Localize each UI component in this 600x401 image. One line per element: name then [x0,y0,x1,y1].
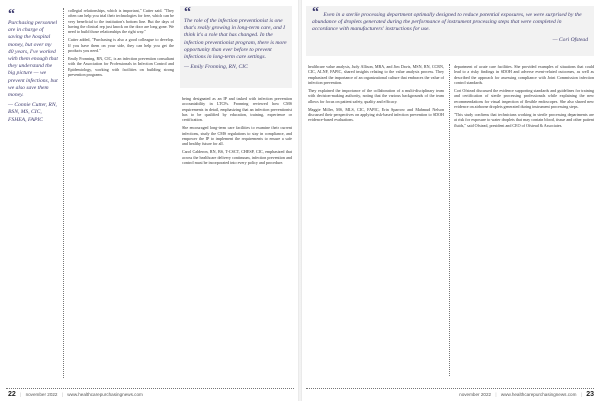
page-number: 22 [8,391,16,398]
quote-mark-icon: “ [184,5,191,20]
paragraph: collegial relationships, which is important," Cutter said. "They often can help you trial their technologies for free, which can be very beneficial to the institution's bottom line. But the days of having the clinical rep just knock on the door are long gone. We need to build those relationships the right way." [68,8,174,34]
top-quote-text: The role of the infection preventionist is one that's really growing in long-term care, and I think it's a role that has changed. In the infection preventionist program, there is more opportunity than ever before to prevent infections in long-term care settings. [184,18,287,61]
paragraph: healthcare value analysis, Judy Allison, MBA, and Jim Davis, MSN, RN, CCRN, CIC, ALNF, FAPIC, shared insights relating to the value analysis process. They emphasized the importance of an organizational culture that embraces the value of infection prevention. [308,64,444,85]
paragraph: department of acute care facilities. She provided examples of situations that could lead to a risky findings in SDOH and adverse event-related outcomes, as well as described the approach for assessing compliance with Joint Commission infection control standards. [454,64,594,85]
left-column-1 [68,8,174,374]
left-column-2 [182,96,292,374]
quote-mark-icon: “ [312,5,319,20]
right-column-2 [454,64,594,374]
top-quote-text: Even in a sterile processing department optimally designed to reduce potential exposures, we were surprised by the abundance of droplets generated during the performance of instrument processing steps that were completed in accordance with manufacturers' instructions for use. [312,12,582,33]
right-footer: november 2022 | www.healthcarepurchasingnews.com | 23 [459,391,594,398]
footer-date: november 2022 [25,392,58,397]
quote-mark-icon: “ [8,7,15,22]
footer-rule [306,388,594,389]
right-page [302,0,600,401]
footer-url: www.healthcarepurchasingnews.com [67,392,143,397]
footer-url: www.healthcarepurchasingnews.com [500,392,577,397]
left-page [0,0,298,401]
paragraph: "This study confirms that technicians working in sterile processing departments are at risk for exposure to water droplets that may contain blood, tissue and other patient fluids," said Ofstead, president and CEO of Ofstead & Associates. [454,112,594,128]
left-footer: 22 | november 2022 | www.healthcarepurchasingnews.com [8,391,143,398]
paragraph: being designated as an IP and tasked with infection prevention accountability in LTCFs. Fronning reviewed how CMS requirements in detail, emphasizing that an infection preventionist has to be qualified by education, training, experience or certification. [182,96,292,122]
page-number: 23 [586,391,594,398]
top-pull-quote [184,5,288,71]
sidebar-quote-attribution: — Connie Cutter, RN, BSN, MS, CIC, FSHEA, FAPIC [8,102,57,123]
top-quote-attribution: — Emily Fronning, RN, CIC [184,64,248,71]
paragraph: She encouraged long-term care facilities to examine their current infections, study the CMS regulations to stay in compliance, and empower the IP to implement the requirements to ensure a safe and healthy future for all. [182,125,292,146]
column-divider [63,8,64,378]
paragraph: Cori Ofstead discussed the evidence supporting standards and guidelines for training and certification of sterile processing professionals while explaining the new recommendations for visual inspection of flexible endoscopes. She also shared new evidence on airborne droplets generated during instrument processing steps. [454,88,594,109]
sidebar-quote-text: Purchasing personnel are in charge of saving the hospital money, but over my 40 years, I've worked with them enough that they understand the big picture — we prevent infections, but we also save them money. [8,20,58,99]
column-divider [449,64,450,376]
footer-date: november 2022 [459,392,492,397]
paragraph: Cutter added, "Purchasing is also a good colleague to develop. If you have them on your side, they can help you get the products you need." [68,37,174,53]
top-pull-quote [312,5,588,44]
paragraph: Emily Fronning, RN, CIC, is an infection prevention consultant with the Association for Professionals in Infection Control and Epidemiology, working with facilities on building strong prevention programs. [68,56,174,77]
paragraph: Carol Calderon, RN, BS, T-CSCT, CHESP, CIC, emphasized that across the healthcare delivery continuum, infection prevention and control must be incorporated into every policy and procedure. [182,149,292,165]
top-quote-attribution: — Cori Ofstead [552,36,588,43]
sidebar-pull-quote [8,7,58,124]
footer-rule [6,388,294,389]
paragraph: They explained the importance of the collaboration of a multi-disciplinary team with decision-making authority, noting that the various backgrounds of the team allows for focus on patient safety, quality and efficacy. [308,88,444,104]
paragraph: Maggie Miller, MS, MLS, CIC, FAPIC, Erin Sparrow and Mahmud Nelson discussed their perspectives on applying risk-based infection prevention to SDOH evidence-based evaluations. [308,106,444,123]
right-column-1 [308,64,444,374]
